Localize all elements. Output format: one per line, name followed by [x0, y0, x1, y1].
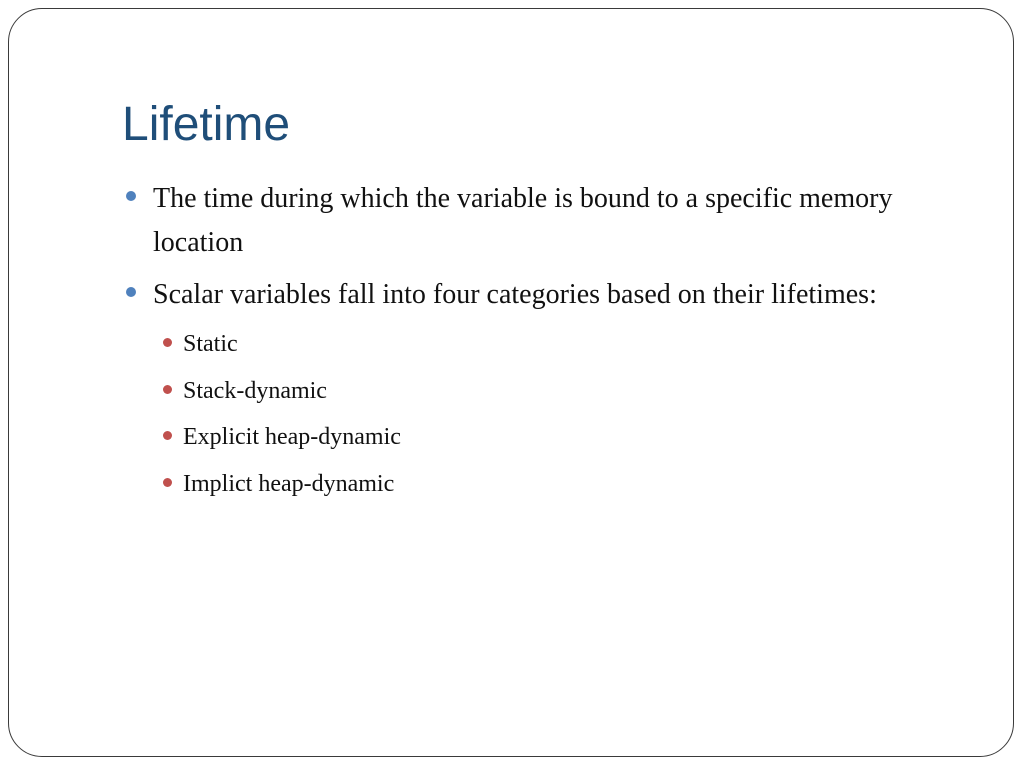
slide-title: Lifetime [122, 98, 291, 151]
sub-bullet-list [153, 321, 922, 507]
bullet-item [122, 177, 922, 265]
sub-bullet-text: Static [183, 331, 238, 357]
red-dot-bullet-icon [163, 431, 172, 440]
sub-bullet-item-explicit-heap-dynamic [153, 414, 922, 461]
sub-bullet-text: Implict heap-dynamic [183, 470, 395, 497]
red-dot-bullet-icon [163, 385, 172, 394]
bullet-text: The time during which the variable is bound to a specific memory location [153, 183, 893, 258]
red-dot-bullet-icon [163, 478, 172, 487]
sub-bullet-item-stack-dynamic [153, 368, 922, 415]
bullet-item [122, 273, 922, 507]
sub-bullet-item-implicit-heap-dynamic [153, 461, 922, 508]
sub-bullet-text: Stack-dynamic [183, 377, 327, 404]
bullet-text: Scalar variables fall into four categories based on their lifetimes: [153, 279, 877, 310]
sub-bullet-item-static [153, 321, 922, 368]
sub-bullet-text: Explicit heap-dynamic [183, 424, 401, 450]
blue-dot-bullet-icon [126, 287, 136, 297]
red-dot-bullet-icon [163, 338, 172, 347]
slide-frame [8, 8, 1014, 757]
blue-dot-bullet-icon [126, 191, 136, 201]
bullet-list [122, 177, 922, 515]
